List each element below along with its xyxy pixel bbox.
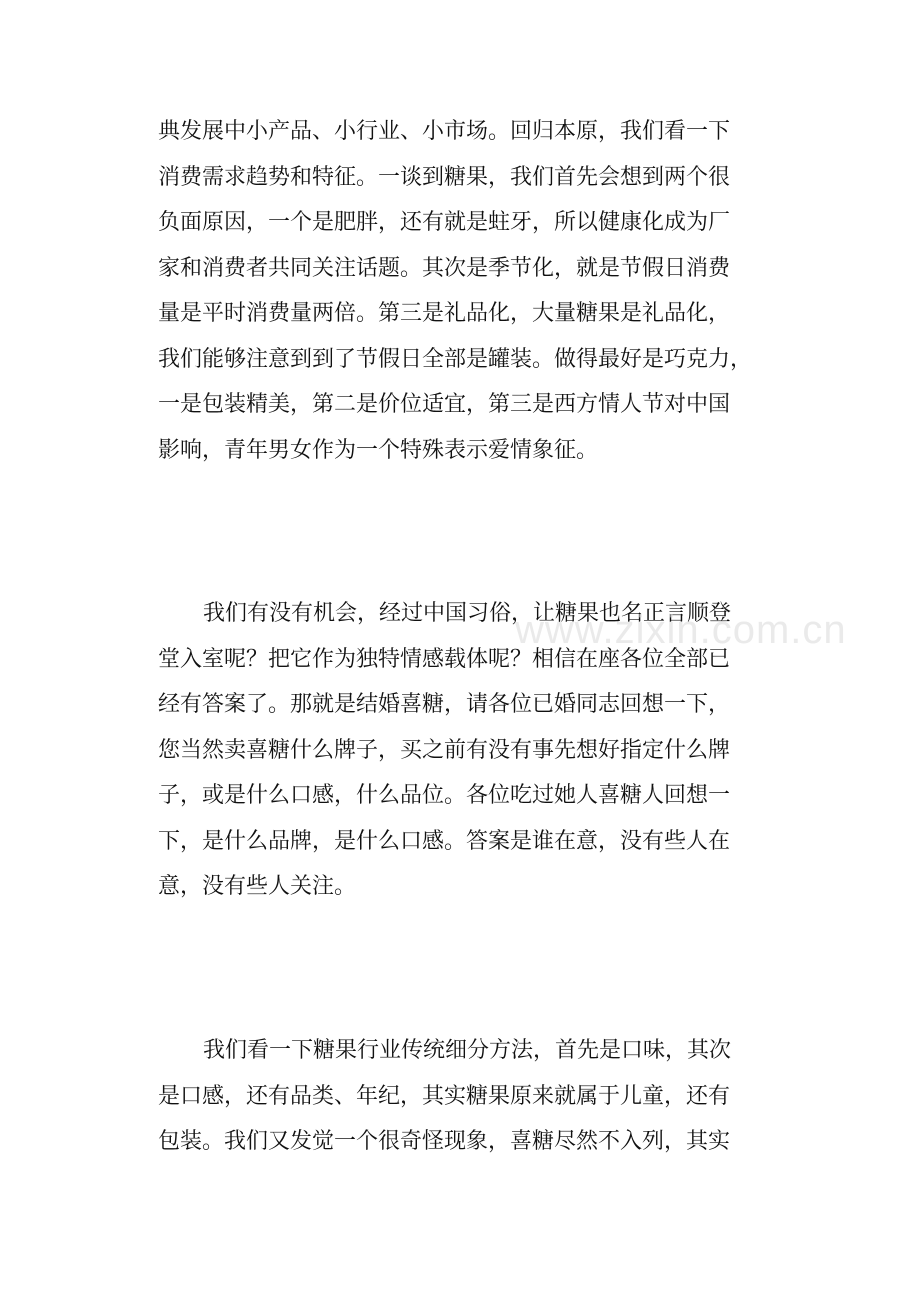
paragraph-line: 子，或是什么口感，什么品位。各位吃过她人喜糖人回想一 (158, 783, 731, 808)
paragraph-line: 家和消费者共同关注话题。其次是季节化，就是节假日消费 (158, 255, 731, 281)
paragraph-2 (158, 591, 768, 910)
paragraph-line: 您当然卖喜糖什么牌子，买之前有没有事先想好指定什么牌 (158, 737, 731, 763)
paragraph-line: 负面原因，一个是肥胖，还有就是蛀牙，所以健康化成为厂 (158, 210, 731, 235)
paragraph-line: 经有答案了。那就是结婚喜糖，请各位已婚同志回想一下， (158, 692, 731, 717)
paragraph-line: 我们有没有机会，经过中国习俗，让糖果也名正言顺登 (203, 601, 732, 626)
paragraph-line: 典发展中小产品、小行业、小市场。回归本原，我们看一下 (158, 119, 731, 144)
paragraph-line: 我们能够注意到到了节假日全部是罐装。做得最好是巧克力， (158, 346, 753, 372)
paragraph-line: 我们看一下糖果行业传统细分方法，首先是口味，其次 (203, 1038, 732, 1063)
paragraph-line: 下，是什么品牌，是什么口感。答案是谁在意，没有些人在 (158, 828, 731, 854)
paragraph-line: 影响，青年男女作为一个特殊表示爱情象征。 (158, 437, 599, 463)
paragraph-line: 堂入室呢？把它作为独特情感载体呢？相信在座各位全部已 (158, 646, 731, 672)
paragraph-line: 意，没有些人关注。 (158, 874, 357, 899)
paragraph-line: 消费需求趋势和特征。一谈到糖果，我们首先会想到两个很 (158, 164, 731, 190)
paragraph-line: 量是平时消费量两倍。第三是礼品化，大量糖果是礼品化， (158, 301, 731, 326)
paragraph-1 (158, 109, 768, 473)
paragraph-line: 是口感，还有品类、年纪，其实糖果原来就属于儿童，还有 (158, 1083, 731, 1109)
watermark: www.zixin.com.cn (515, 608, 847, 652)
paragraph-line: 一是包装精美，第二是价位适宜，第三是西方情人节对中国 (158, 392, 731, 417)
paragraph-3 (158, 1028, 768, 1165)
paragraph-line: 包装。我们又发觉一个很奇怪现象，喜糖尽然不入列，其实 (158, 1129, 731, 1154)
